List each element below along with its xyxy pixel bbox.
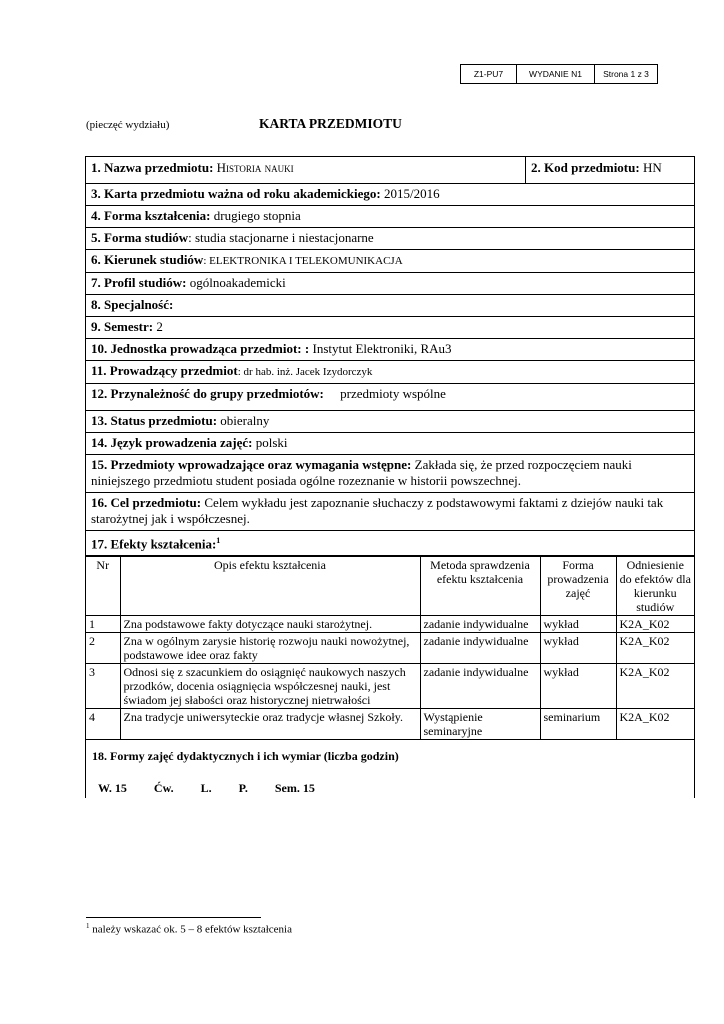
- class-forms-label: 18. Formy zajęć dydaktycznych i ich wymiar (liczba godzin): [92, 749, 399, 764]
- row-prerequisites: 15. Przedmioty wprowadzające oraz wymagania wstępne: Zakłada się, że przed rozpoczęciem nauki niniejszego przedmiotu student posiada ogólne rozeznanie w historii powszechnej.: [86, 455, 694, 493]
- row-course-group: 12. Przynależność do grupy przedmiotów: przedmioty wspólne: [86, 384, 694, 411]
- col-header-form: Forma prowadzenia zajęć: [540, 557, 616, 616]
- form-code: Z1-PU7: [461, 65, 517, 83]
- edition: WYDANIE N1: [517, 65, 595, 83]
- learning-outcomes-table: [86, 556, 694, 740]
- hours-seminar: Sem. 15: [274, 781, 315, 796]
- page-title: KARTA PRZEDMIOTU: [259, 116, 402, 131]
- row-course-name: 1. Nazwa przedmiotu: Historia nauki 2. Kod przedmiotu: HN: [86, 157, 694, 184]
- table-row: 4 Zna tradycje uniwersyteckie oraz tradycje własnej Szkoły. Wystąpienie seminaryjne seminarium K2A_K02: [86, 709, 694, 740]
- course-card-form: [85, 156, 695, 798]
- row-specialty: 8. Specjalność:: [86, 295, 694, 317]
- table-row: 1 Zna podstawowe fakty dotyczące nauki starożytnej. zadanie indywidualne wykład K2A_K02: [86, 616, 694, 633]
- row-lecturer: 11. Prowadzący przedmiot: dr hab. inż. Jacek Izydorczyk: [86, 361, 694, 384]
- faculty-stamp-label: (pieczęć wydziału): [86, 119, 170, 131]
- row-semester: 9. Semestr: 2: [86, 317, 694, 339]
- footnote-divider: [86, 917, 261, 918]
- row-education-form: 4. Forma kształcenia: drugiego stopnia: [86, 206, 694, 228]
- course-code: HN: [642, 160, 662, 175]
- hours-exercises: Ćw.: [153, 781, 174, 796]
- row-language: 14. Język prowadzenia zajęć: polski: [86, 433, 694, 455]
- page-number: Strona 1 z 3: [603, 69, 649, 79]
- col-header-method: Metoda sprawdzenia efektu kształcenia: [420, 557, 540, 616]
- row-field-of-study: 6. Kierunek studiów: ELEKTRONIKA I TELEKOMUNIKACJA: [86, 250, 694, 273]
- footnote: $^1$ należy wskazać ok. 5 – 8 efektów kształcenia: [86, 922, 292, 936]
- row-learning-outcomes: 17. Efekty kształcenia:$^1$: [86, 531, 694, 556]
- row-status: 13. Status przedmiotu: obieralny: [86, 411, 694, 433]
- row-valid-from: 3. Karta przedmiotu ważna od roku akademickiego: 2015/2016: [86, 184, 694, 206]
- row-course-goal: 16. Cel przedmiotu: Celem wykładu jest zapoznanie słuchaczy z podstawowymi faktami z dziejów nauki tak starożytnej jak i współczesnej.: [86, 493, 694, 531]
- row-study-form: 5. Forma studiów: studia stacjonarne i niestacjonarne: [86, 228, 694, 250]
- table-header-row: [86, 557, 694, 616]
- course-name: Historia nauki: [216, 160, 294, 175]
- table-row: 2 Zna w ogólnym zarysie historię rozwoju nauki nowożytnej, podstawowe idee oraz fakty zadanie indywidualne wykład K2A_K02: [86, 633, 694, 664]
- document-header-box: [460, 64, 658, 84]
- table-row: 3 Odnosi się z szacunkiem do osiągnięć naukowych naszych przodków, docenia osiągnięcia współczesnej nauki, jest świadom jej słabości oraz historycznej nietrwałości zadanie indywidualne wykład K2A_K02: [86, 664, 694, 709]
- col-header-reference: Odniesienie do efektów dla kierunku studiów: [616, 557, 694, 616]
- hours-laboratory: L.: [200, 781, 212, 796]
- row-class-forms: [86, 740, 694, 798]
- row-profile: 7. Profil studiów: ogólnoakademicki: [86, 273, 694, 295]
- hours-lecture: W. 15: [98, 781, 127, 796]
- hours-project: P.: [238, 781, 248, 796]
- row-unit: 10. Jednostka prowadząca przedmiot: : Instytut Elektroniki, RAu3: [86, 339, 694, 361]
- class-hours: [92, 780, 686, 796]
- col-header-description: Opis efektu kształcenia: [120, 557, 420, 616]
- col-header-nr: Nr: [86, 557, 120, 616]
